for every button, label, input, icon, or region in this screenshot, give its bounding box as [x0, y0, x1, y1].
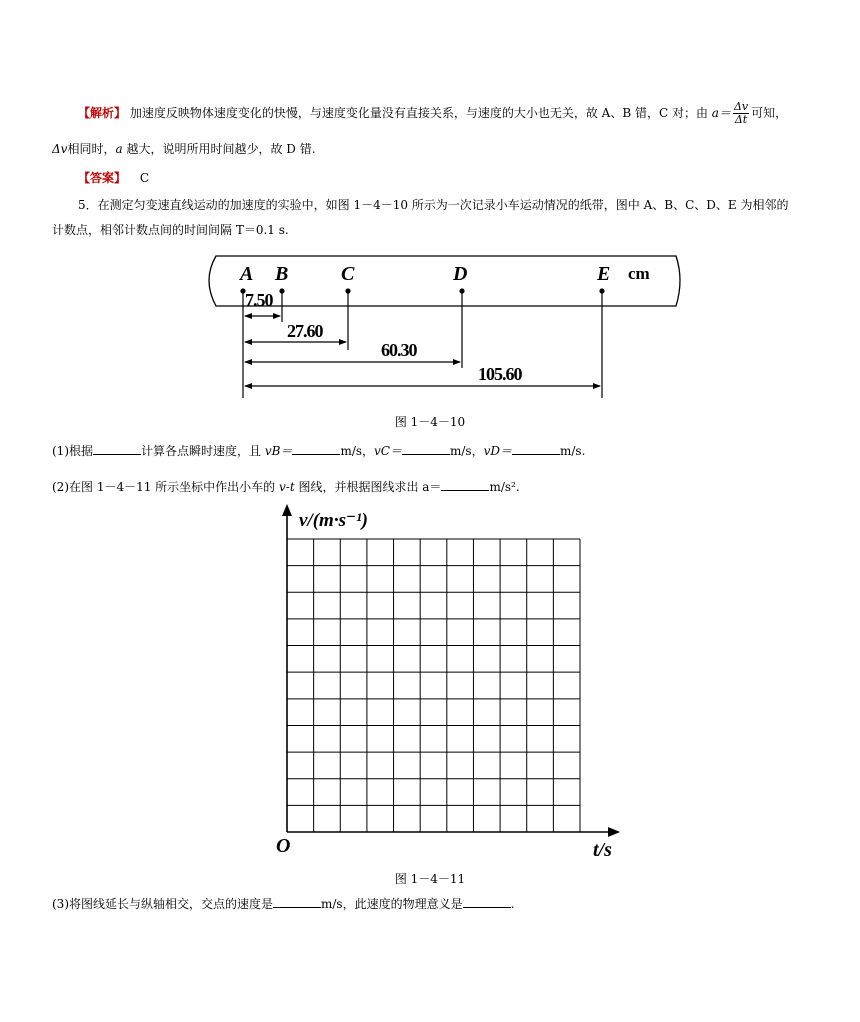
delta-v-over-delta-t: $\frac{\Delta v}{\Delta t}$: [733, 100, 749, 127]
x-axis-label: t/s: [593, 839, 612, 861]
distance-ad: 60.30: [381, 340, 417, 360]
figure-caption-2: 图 1－4－11: [394, 872, 466, 886]
distance-ac: 27.60: [287, 321, 323, 341]
vt-graph: [268, 502, 628, 862]
point-a-label: A: [240, 263, 254, 285]
q5-line-2: 计数点，相邻计数点间的时间间隔 T＝0.1 s.: [52, 223, 289, 237]
formula-lhs: a＝: [711, 106, 731, 121]
blank-vb[interactable]: [292, 443, 340, 455]
point-d-label: D: [453, 263, 468, 285]
unit-label: cm: [628, 264, 650, 283]
graph-grid: [287, 539, 580, 832]
answer-value: C: [139, 171, 150, 185]
analysis-line-2: Δv相同时，a 越大，说明所用时间越少，故 D 错.: [52, 142, 316, 156]
blank-meaning[interactable]: [463, 896, 511, 908]
point-e-label: E: [597, 263, 611, 285]
origin-label: O: [276, 835, 291, 857]
analysis-text-2: 可知，: [751, 106, 788, 121]
sub-question-2: (2)在图 1－4－11 所示坐标中作出小车的 v-t 图线，并根据图线求出 a＝ m/s².: [52, 480, 520, 494]
analysis-tag: 【解析】: [78, 106, 127, 121]
answer-tag: 【答案】: [78, 171, 127, 185]
distance-ab: 7.50: [245, 290, 273, 310]
distance-ae: 105.60: [478, 364, 522, 384]
paper-tape-figure: [200, 252, 690, 404]
y-axis-arrow: [282, 504, 292, 516]
x-axis-arrow: [608, 827, 620, 837]
point-b-label: B: [275, 263, 289, 285]
blank-intercept[interactable]: [273, 896, 321, 908]
blank-vc[interactable]: [402, 443, 450, 455]
blank-acceleration[interactable]: [441, 479, 489, 491]
q5-line-1: 5．在测定匀变速直线运动的加速度的实验中，如图 1－4－10 所示为一次记录小车运动情况的纸带，图中 A、B、C、D、E 为相邻的: [78, 198, 789, 212]
y-axis-label: v/(m·s⁻¹): [299, 510, 369, 531]
analysis-text-1: 加速度反映物体速度变化的快慢，与速度变化量没有直接关系，与速度的大小也无关，故 A、B 错，C 对；由: [129, 106, 712, 121]
sub-question-1: (1)根据 计算各点瞬时速度，且 vB＝ m/s，vC＝ m/s，vD＝ m/s.: [52, 444, 586, 458]
sub-question-3: (3)将图线延长与纵轴相交，交点的速度是 m/s，此速度的物理意义是 .: [52, 897, 515, 911]
point-c-label: C: [341, 263, 355, 285]
figure-caption-1: 图 1－4－10: [394, 415, 466, 429]
blank-vd[interactable]: [512, 443, 560, 455]
blank-method[interactable]: [93, 443, 141, 455]
answer-line: [78, 169, 149, 186]
analysis-line-1: [78, 101, 787, 126]
